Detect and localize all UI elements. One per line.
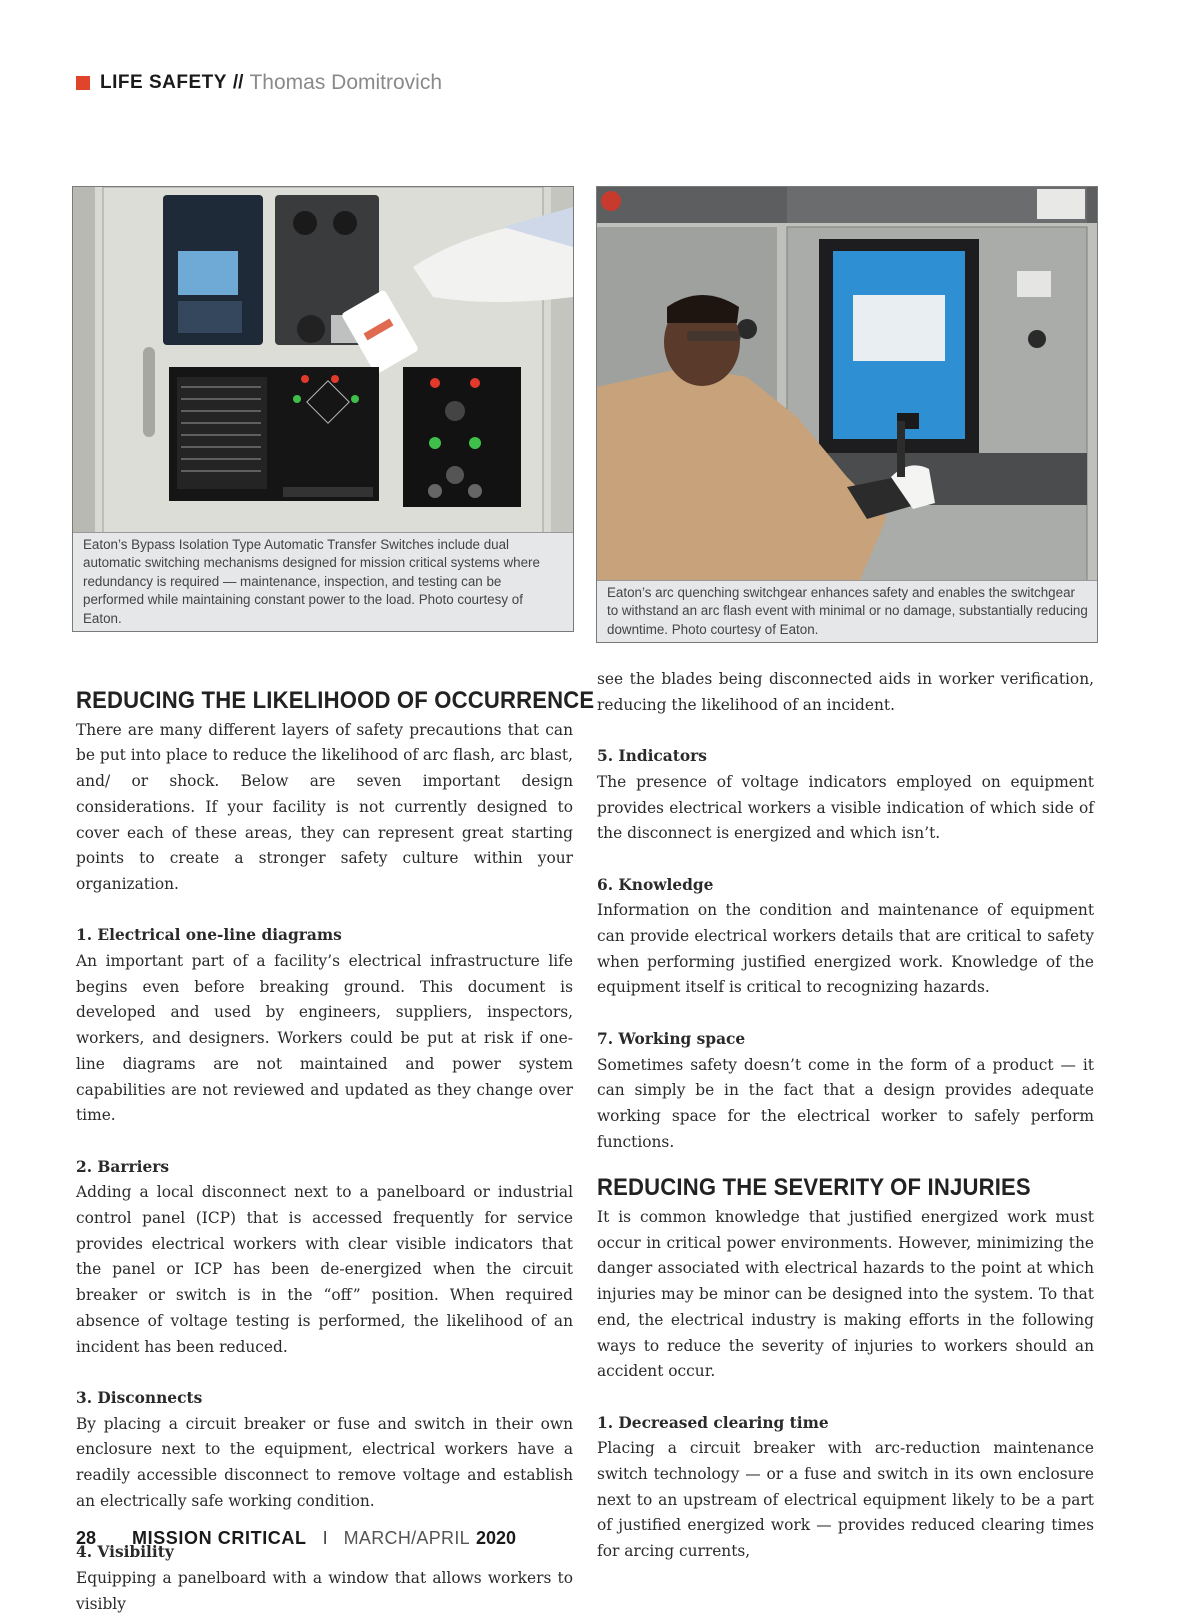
- section-marker-square: [76, 76, 90, 90]
- item-body: Adding a local disconnect next to a panelboard or industrial control panel (ICP) that is accessed frequently for service provides electrical workers with clear visible indicators that the panel or ICP has been de-energized when the circuit breaker or switch is in the “off” position. When required absence of voltage testing is performed, the likelihood of an incident has been reduced.: [76, 1183, 573, 1356]
- photo-caption-2: Eaton’s arc quenching switchgear enhances safety and enables the switchgear to withstand an arc flash event with minimal or no damage, substantially reducing downtime. Photo courtesy of Eaton.: [597, 580, 1097, 643]
- item-title: 7. Working space: [597, 1029, 746, 1048]
- intro-paragraph: There are many different layers of safety precautions that can be put into place to reduce the likelihood of arc flash, arc blast, and/ or shock. Below are seven important design considerations. If your facility is not currently designed to cover each of these areas, they can represent great starting points to create a stronger safety culture within your organization.: [76, 720, 573, 893]
- item-title: 3. Disconnects: [76, 1388, 203, 1407]
- item-title: 6. Knowledge: [597, 875, 714, 894]
- issue-date: MARCH/APRIL: [343, 1528, 470, 1548]
- page-header: [76, 68, 442, 98]
- section-heading-severity: REDUCING THE SEVERITY OF INJURIES: [597, 1174, 1031, 1202]
- page-number: 28: [76, 1528, 97, 1548]
- continuation-paragraph: see the blades being disconnected aids in worker verification, reducing the likelihood of an incident.: [597, 670, 1094, 714]
- item-body: The presence of voltage indicators employed on equipment provides electrical workers a visible indication of which side of the disconnect is energized and which isn’t.: [597, 772, 1094, 843]
- right-column: [597, 667, 1094, 1565]
- photo-transfer-switch: [72, 186, 574, 632]
- issue-year: 2020: [475, 1528, 516, 1548]
- item-body: By placing a circuit breaker or fuse and switch in their own enclosure next to the equipment, electrical workers have a readily accessible disconnect to remove voltage and establish an electrically safe working condition.: [76, 1414, 573, 1510]
- item-title: 1. Electrical one-line diagrams: [76, 926, 342, 945]
- item-body: Equipping a panelboard with a window that allows workers to visibly: [76, 1568, 573, 1613]
- section-heading-likelihood: REDUCING THE LIKELIHOOD OF OCCURRENCE: [76, 687, 595, 714]
- author-name: Thomas Domitrovich: [249, 71, 443, 94]
- item-title: 1. Decreased clearing time: [597, 1413, 829, 1432]
- item-body: Information on the condition and maintenance of equipment can provide electrical workers details that are critical to safety when performing justified energized work. Knowledge of the equipment itself is critical to recognizing hazards.: [597, 901, 1094, 997]
- item-body: An important part of a facility’s electrical infrastructure life begins even before breaking ground. This document is developed and used by engineers, suppliers, inspectors, workers, and designers. Workers could be put at risk if one-line diagrams are not maintained and power system capabilities are not reviewed and updated as they change over time.: [76, 952, 573, 1125]
- publication-name: MISSION CRITICAL: [132, 1528, 307, 1548]
- photo-arc-quenching-switchgear: [596, 186, 1098, 643]
- item-body: Sometimes safety doesn’t come in the form of a product — it can simply be in the fact that a design provides adequate working space for the electrical worker to safely perform functions.: [597, 1055, 1094, 1151]
- section-label: LIFE SAFETY: [100, 72, 227, 93]
- item-title: 5. Indicators: [597, 747, 707, 766]
- item-body: Placing a circuit breaker with arc-reduction maintenance switch technology — or a fuse and switch in its own enclosure next to an upstream of electrical equipment likely to be a part of justified energized work — provides reduced clearing times for arcing currents,: [597, 1439, 1094, 1561]
- intro-paragraph-2: It is common knowledge that justified energized work must occur in critical power environments. However, minimizing the danger associated with electrical hazards to the point at which injuries may be minor can be designed into the system. To that end, the electrical industry is making efforts in the following ways to reduce the severity of injuries to workers should an accident occur.: [597, 1208, 1094, 1381]
- photo-caption-1: Eaton’s Bypass Isolation Type Automatic Transfer Switches include dual automatic switching mechanisms designed for mission critical systems where redundancy is required — maintenance, inspection, and testing can be performed while maintaining constant power to the load. Photo courtesy of Eaton.: [73, 532, 573, 632]
- item-title: 4. Visibility: [76, 1543, 174, 1562]
- item-title: 2. Barriers: [76, 1157, 170, 1176]
- page-footer: [76, 1528, 516, 1549]
- footer-separator: I: [322, 1528, 328, 1548]
- left-column: [76, 687, 595, 1617]
- switchgear-worker-illustration: [597, 187, 1097, 642]
- header-slashes: //: [232, 72, 244, 93]
